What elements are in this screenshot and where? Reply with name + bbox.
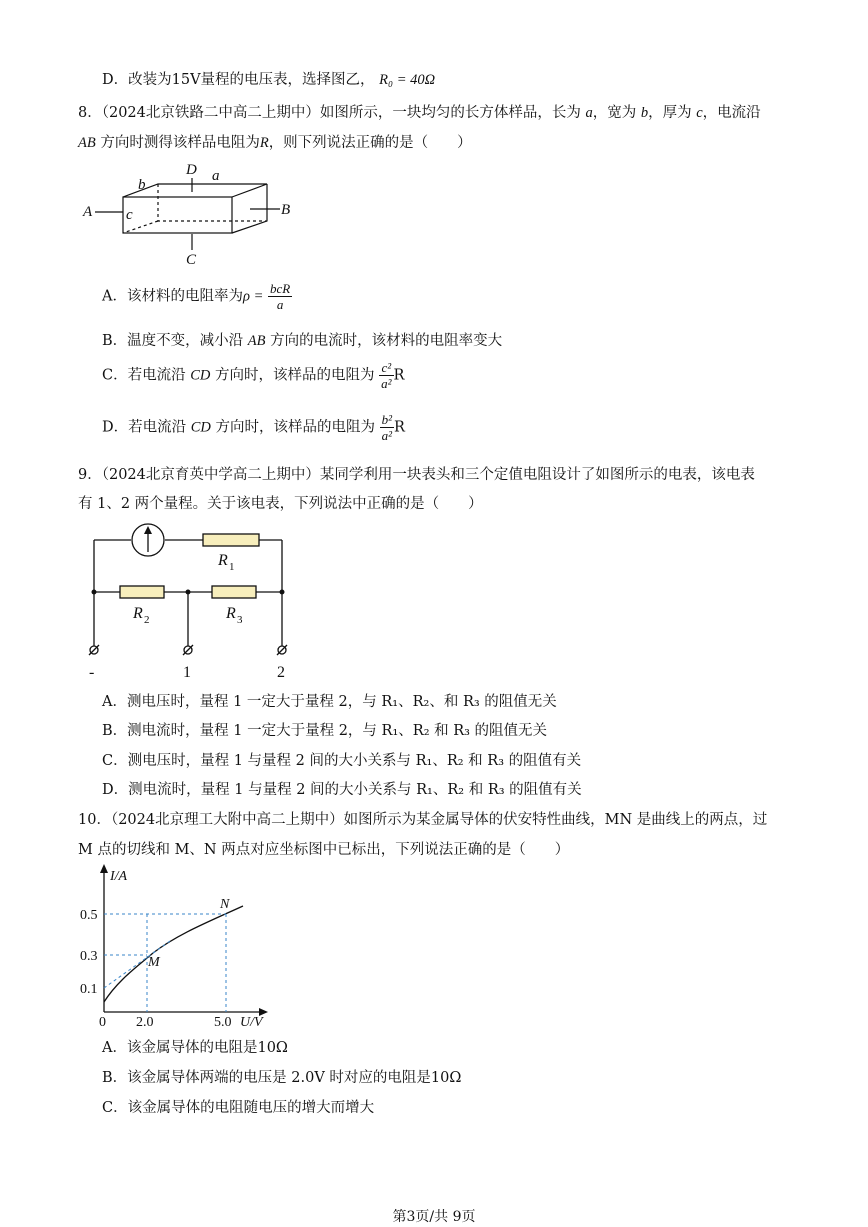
q7-option-d [102,68,435,89]
label-b-terminal: B [281,202,291,218]
q8-option-d [102,412,405,443]
option-text: 该金属导体两端的电压是 2.0V 时对应的电阻是10Ω [127,1070,462,1086]
iv-curve [104,906,243,1002]
q8-option-a [102,281,292,312]
numerator: bcR [269,281,291,296]
q9-option-d [102,778,582,799]
label-r3-sub: 3 [237,614,243,626]
q8-option-b [102,329,502,350]
option-label: A． [102,288,127,305]
option-label: D． [102,782,129,798]
q9-circuit-figure [80,520,300,680]
q10-option-c [102,1096,374,1117]
stem-text: 方向时测得该样品电阻为 [100,135,260,151]
label-r3: R [226,605,236,622]
option-label: B． [102,1070,128,1086]
point-m-label: M [148,955,160,970]
q10-stem-line1: 10．（2024北京理工大附中高二上期中）如图所示为某金属导体的伏安特性曲线，MN 是曲线上的两点，过 [78,812,768,828]
option-text: 该金属导体的电阻是10Ω [126,1040,288,1056]
var-ab: AB [78,135,96,151]
y-axis-arrow-icon [100,864,108,873]
x-axis-label: U/V [240,1015,263,1027]
denominator: a² [381,428,393,443]
label-d-terminal: D [186,162,197,178]
option-text: 方向的电流时，该材料的电阻率变大 [270,333,503,349]
var-c: c [696,105,703,121]
q10-iv-graph [78,862,278,1027]
option-text: 测电流时，量程 1 与量程 2 间的大小关系与 R₁、R₂ 和 R₃ 的阻值有关 [128,782,582,798]
stem-text: ，厚为 [648,105,692,121]
stem-text: 8．（2024北京铁路二中高二上期中）如图所示，一块均匀的长方体样品，长为 [78,105,581,121]
option-tail: R [394,419,405,436]
y-axis-label: I/A [110,869,128,884]
label-thickness-c: c [126,207,133,223]
label-r2-sub: 2 [144,614,150,626]
option-label: A． [102,1040,127,1056]
option-formula: R₀ = 40Ω [379,72,436,88]
label-r2: R [133,605,143,622]
option-label: C． [102,1100,128,1116]
var-r: R [259,135,269,151]
label-minus: - [89,664,95,680]
var-ab: AB [247,333,266,349]
q8-option-c [102,360,404,391]
resistor-r2 [120,586,164,598]
q8-stem-line2 [78,131,472,152]
var-cd: CD [190,367,211,384]
label-width-b: b [138,177,146,193]
option-text: 测电压时，量程 1 与量程 2 间的大小关系与 R₁、R₂ 和 R₃ 的阻值有关 [127,753,582,769]
tick-y-0.5: 0.5 [80,908,98,923]
page-footer: 第3页/共 9页 [392,1209,476,1225]
var-b: b [640,105,649,121]
tick-y-0.3: 0.3 [80,949,98,964]
option-text: 方向时，该样品的电阻为 [215,419,376,436]
option-text: 该材料的电阻率为 [126,288,243,305]
option-text: 若电流沿 [128,419,187,436]
stem-text: ，则下列说法正确的是（ ） [268,135,472,151]
stem-text: ，宽为 [592,105,637,121]
numerator: b² [381,412,393,427]
numerator: c² [379,360,393,376]
label-terminal-2: 2 [277,664,285,680]
q9-option-b [102,719,547,740]
q8-stem-line1 [78,101,761,122]
junction-dot [186,590,191,595]
option-text: 方向时，该样品的电阻为 [214,367,375,384]
rho-symbol: ρ = [242,288,264,305]
q9-option-a [102,690,557,711]
option-label: D． [102,72,129,88]
option-text: 若电流沿 [127,367,186,384]
q9-stem-line1: 9．（2024北京育英中学高二上期中）某同学利用一块表头和三个定值电阻设计了如图所示的电表，该电表 [78,467,755,483]
q10-option-b [102,1066,461,1087]
q10-option-a [102,1036,288,1057]
option-text: 改装为15V量程的电压表，选择图乙， [128,72,375,88]
denominator: a² [381,376,392,391]
var-a: a [585,105,593,121]
option-label: D． [102,419,129,436]
stem-text: ，电流沿 [702,105,761,121]
option-text: 温度不变，减小沿 [127,333,244,349]
fraction [379,360,393,391]
label-a-terminal: A [83,204,93,220]
label-r1: R [218,552,228,569]
junction-dot [280,590,285,595]
tangent-line [104,941,170,988]
q8-block-figure [80,158,310,268]
option-label: B． [102,723,128,739]
label-r1-sub: 1 [229,561,235,573]
junction-dot [92,590,97,595]
q10-stem-line2: M 点的切线和 M、N 两点对应坐标图中已标出，下列说法正确的是（ ） [78,842,570,858]
label-terminal-1: 1 [183,664,191,680]
fraction [268,281,292,312]
fraction [380,412,394,443]
galvanometer-arrow-icon [144,526,152,534]
denominator: a [276,297,284,312]
resistor-r1 [203,534,259,546]
tick-x-5.0: 5.0 [214,1015,232,1027]
point-n-label: N [220,897,230,912]
resistor-r3 [212,586,256,598]
var-cd: CD [190,419,211,436]
option-text: 测电流时，量程 1 一定大于量程 2，与 R₁、R₂ 和 R₃ 的阻值无关 [127,723,548,739]
option-label: C． [102,753,128,769]
option-label: C． [102,367,128,384]
label-c-terminal: C [186,252,197,268]
option-label: B． [102,333,128,349]
option-text: 测电压时，量程 1 一定大于量程 2，与 R₁、R₂、和 R₃ 的阻值无关 [126,694,557,710]
tick-y-0.1: 0.1 [80,982,98,997]
tick-x-2.0: 2.0 [136,1015,154,1027]
option-text: 该金属导体的电阻随电压的增大而增大 [127,1100,375,1116]
q9-option-c [102,749,581,770]
label-length-a: a [212,168,220,184]
option-label: A． [102,694,127,710]
q9-stem-line2: 有 1、2 两个量程。关于该电表，下列说法中正确的是（ ） [78,496,483,512]
option-tail: R [393,367,405,384]
origin-label: 0 [99,1015,106,1027]
